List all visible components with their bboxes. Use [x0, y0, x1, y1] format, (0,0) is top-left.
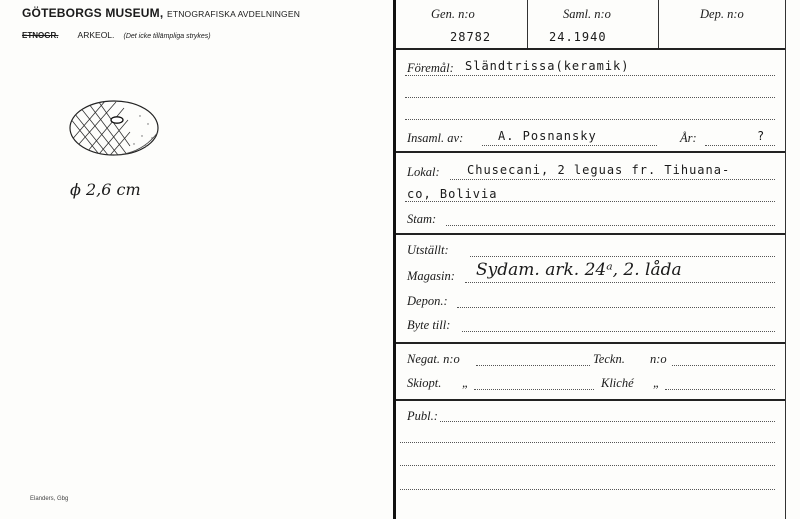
skiopt-line — [474, 389, 594, 390]
foremal-value: Sländtrissa(keramik) — [465, 59, 630, 73]
teckn-no-label: n:o — [650, 352, 667, 366]
foremal-line — [405, 75, 775, 76]
depon-line — [457, 307, 775, 308]
kliche-ditto: „ — [653, 376, 660, 390]
publ-line-3 — [400, 465, 775, 466]
header-divider-2 — [658, 0, 659, 48]
skiopt-ditto: „ — [462, 376, 469, 390]
lokal-value-2: co, Bolivia — [407, 187, 498, 201]
magasin-value: Sydam. ark. 24ᵃ, 2. låda — [476, 260, 682, 280]
foremal-label: Föremål: — [407, 61, 454, 75]
gen-no-value: 28782 — [450, 30, 492, 44]
insaml-label: Insaml. av: — [407, 131, 464, 145]
utstallt-line — [470, 256, 775, 257]
depon-label: Depon.: — [407, 294, 448, 308]
card-border-left — [393, 0, 396, 519]
ar-line — [705, 145, 775, 146]
lokal-value-1: Chusecani, 2 leguas fr. Tihuana- — [467, 163, 731, 177]
foremal-line-2 — [405, 97, 775, 98]
magasin-label: Magasin: — [407, 269, 455, 283]
publ-line-2 — [400, 442, 775, 443]
arkeol-label: ARKEOL. — [77, 30, 115, 40]
utstallt-label: Utställt: — [407, 243, 449, 257]
collection-line — [22, 23, 211, 42]
saml-no-label: Saml. n:o — [563, 7, 611, 21]
lokal-line — [450, 179, 775, 180]
struck-etnogr-label: ETNOGR. — [22, 31, 59, 40]
header-rule — [396, 48, 785, 50]
printer-mark: Elanders, Gbg — [30, 496, 69, 502]
department-name: ETNOGRAFISKA AVDELNINGEN — [166, 9, 301, 19]
header-divider-1 — [527, 0, 528, 48]
ar-label: År: — [680, 131, 697, 145]
section-rule-3 — [396, 342, 785, 344]
stam-line — [446, 225, 775, 226]
card-border-right — [785, 0, 786, 519]
gen-no-label: Gen. n:o — [431, 7, 475, 21]
section-rule-4 — [396, 399, 785, 401]
section-rule-2 — [396, 233, 785, 235]
museum-name: GÖTEBORGS MUSEUM, ETNOGRAFISKA AVDELNINGEN — [22, 6, 301, 20]
kliche-label: Kliché — [601, 376, 634, 390]
byte-till-label: Byte till: — [407, 318, 451, 332]
magasin-line — [465, 282, 775, 283]
strike-note: (Det icke tillämpliga strykes) — [123, 33, 211, 40]
foremal-line-3 — [405, 119, 775, 120]
negat-label: Negat. n:o — [407, 352, 460, 366]
spindle-whorl-sketch — [62, 98, 166, 162]
lokal-label: Lokal: — [407, 165, 440, 179]
publ-line-4 — [400, 489, 775, 490]
insaml-line — [482, 145, 657, 146]
stam-label: Stam: — [407, 212, 437, 226]
insaml-value: A. Posnansky — [498, 129, 597, 143]
publ-label: Publ.: — [407, 409, 438, 423]
section-rule-1 — [396, 151, 785, 153]
skiopt-label: Skiopt. — [407, 376, 442, 390]
teckn-label: Teckn. — [593, 352, 625, 366]
negat-line — [476, 365, 590, 366]
ar-value: ? — [757, 129, 766, 143]
kliche-line — [665, 389, 775, 390]
diameter-note: ϕ 2,6 cm — [70, 180, 141, 199]
byte-till-line — [462, 331, 775, 332]
lokal-line-2 — [405, 201, 775, 202]
dep-no-label: Dep. n:o — [700, 7, 744, 21]
teckn-line — [672, 365, 775, 366]
publ-line — [440, 421, 775, 422]
saml-no-value: 24.1940 — [549, 30, 607, 44]
